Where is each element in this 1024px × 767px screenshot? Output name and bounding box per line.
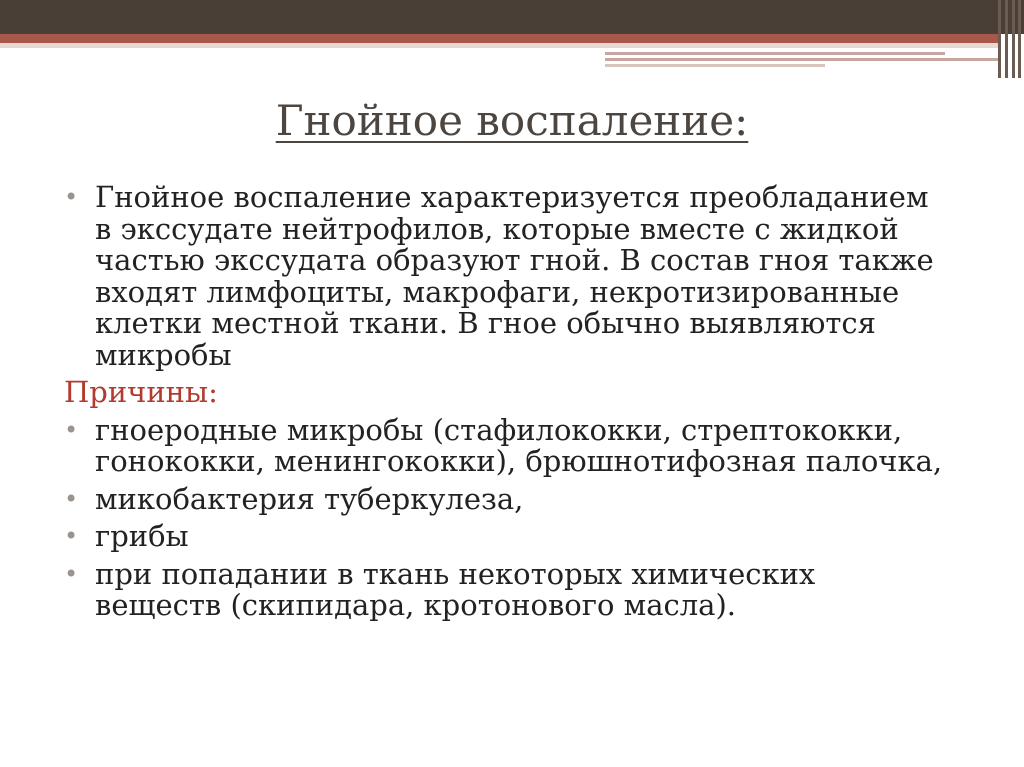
cause-item: [64, 412, 944, 478]
cause-item: [64, 556, 944, 622]
intro-text: Гнойное воспаление характеризуется преобладанием в экссудате нейтрофилов, которые вместе с жидкой частью экссудата образуют гной. В состав гноя также входят лимфоциты, макрофаги, некротизированные клетки местной ткани. В гное обычно выявляются микробы: [95, 180, 934, 372]
header-stripe-light: [0, 43, 1000, 48]
intro-paragraph: [64, 182, 944, 371]
bullet-dot-icon: •: [64, 484, 79, 513]
bullet-dot-icon: •: [64, 415, 79, 444]
bullet-dot-icon: •: [64, 183, 79, 211]
cause-item: [64, 481, 944, 516]
header-stripe-thin-3: [605, 64, 825, 67]
header-right-bars: [996, 0, 1024, 78]
header-stripe-thin-2: [605, 58, 1000, 61]
slide-content: [64, 182, 944, 628]
cause-text: микобактерия туберкулеза,: [95, 481, 524, 516]
bullet-dot-icon: •: [64, 522, 79, 550]
header-band: [0, 0, 1024, 34]
cause-text: гноеродные микробы (стафилококки, стрептококки, гонококки, менингококки), брюшнотифозная палочка,: [95, 412, 943, 478]
cause-text: грибы: [95, 519, 189, 553]
cause-item: [64, 521, 944, 553]
header-stripe-thin-1: [605, 52, 945, 55]
bullet-dot-icon: •: [64, 559, 79, 588]
cause-text: при попадании в ткань некоторых химических веществ (скипидара, кротонового масла).: [95, 556, 816, 622]
causes-heading: Причины:: [64, 375, 218, 409]
slide-title: Гнойное воспаление:: [275, 96, 749, 145]
header-stripe-accent: [0, 34, 1000, 43]
